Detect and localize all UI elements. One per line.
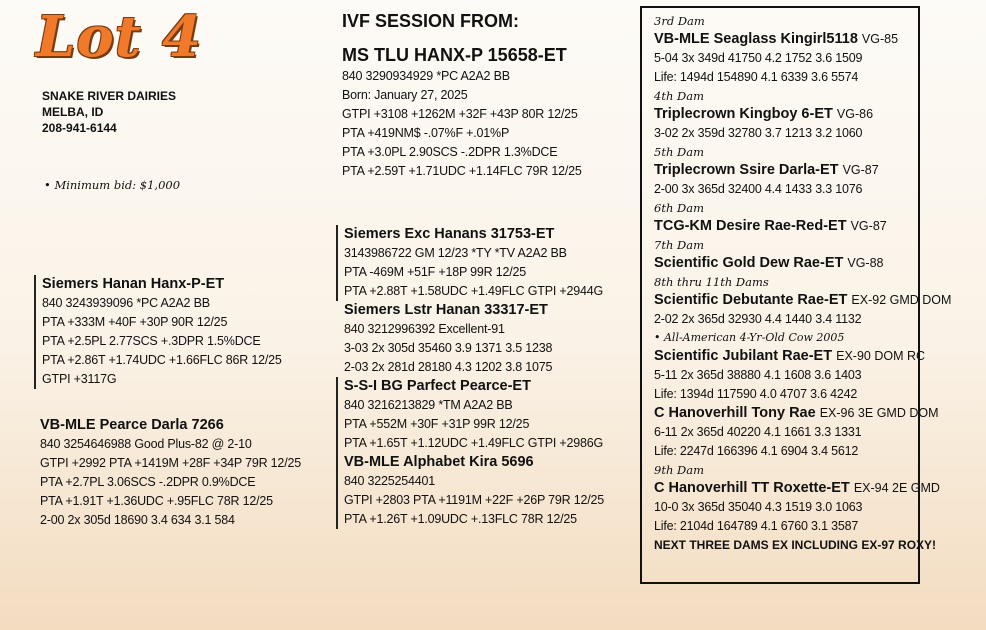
maternal-grandsire-line: PTA +1.65T +1.12UDC +1.49FLC GTPI +2986G (344, 436, 604, 450)
classification: EX-94 2E GMD (853, 481, 940, 495)
dam-name: Triplecrown Kingboy 6-ET (654, 106, 833, 122)
sire-side-bracket (336, 225, 636, 301)
record-line: 5-04 3x 349d 41750 4.2 1752 3.6 1509 (654, 51, 863, 65)
classification: VG-85 (861, 32, 899, 46)
classification: EX-90 DOM RC (836, 349, 926, 363)
maternal-granddam-line: PTA +1.26T +1.09UDC +.13FLC 78R 12/25 (344, 512, 577, 526)
grandparents (336, 225, 636, 529)
consignor-info (42, 88, 176, 136)
classification: VG-86 (836, 107, 874, 121)
record-line: Life: 2104d 164789 4.1 6760 3.1 3587 (654, 519, 859, 533)
sire-line: 840 3243939096 *PC A2A2 BB (42, 296, 210, 310)
maternal-granddam-line: GTPI +2803 PTA +1191M +22F +26P 79R 12/25 (344, 493, 605, 507)
dam-generation-label: 5th Dam (654, 145, 704, 159)
record-line: 2-02 2x 365d 32930 4.4 1440 3.4 1132 (654, 312, 862, 326)
dam-name: Scientific Gold Dew Rae-ET (654, 255, 844, 271)
session-line: Born: January 27, 2025 (342, 88, 468, 102)
dam-family-box (640, 6, 952, 584)
record-line: Life: 2247d 166396 4.1 6904 3.4 5612 (654, 444, 859, 458)
record-line: Life: 1494d 154890 4.1 6339 3.6 5574 (654, 70, 859, 84)
session-line: PTA +3.0PL 2.90SCS -.2DPR 1.3%DCE (342, 145, 558, 159)
dam-name: TCG-KM Desire Rae-Red-ET (654, 218, 847, 234)
dam-generation-label: 8th thru 11th Dams (654, 275, 769, 289)
dam-generation-label: 4th Dam (654, 89, 704, 103)
minimum-bid: • Minimum bid: $1,000 (44, 178, 181, 192)
paternal-granddam-line: 3-03 2x 305d 35460 3.9 1371 3.5 1238 (344, 341, 553, 355)
dam-name: Scientific Jubilant Rae-ET (654, 348, 833, 364)
sire-block (34, 275, 342, 389)
session-heading: IVF SESSION FROM: (342, 11, 520, 31)
record-line: 10-0 3x 365d 35040 4.3 1519 3.0 1063 (654, 500, 863, 514)
sire-line: GTPI +3117G (42, 372, 117, 386)
paternal-grandsire-line: 3143986722 GM 12/23 *TY *TV A2A2 BB (344, 246, 567, 260)
dam-name: Triplecrown Ssire Darla-ET (654, 162, 839, 178)
maternal-grandsire-line: PTA +552M +30F +31P 99R 12/25 (344, 417, 530, 431)
session-animal-name: MS TLU HANX-P 15658-ET (342, 45, 567, 65)
paternal-grandsire-line: PTA -469M +51F +18P 99R 12/25 (344, 265, 527, 279)
farm-name: SNAKE RIVER DAIRIES (42, 89, 177, 103)
closing-note: NEXT THREE DAMS EX INCLUDING EX-97 ROXY! (654, 538, 937, 552)
session-line: PTA +419NM$ -.07%F +.01%P (342, 126, 510, 140)
sire-line: PTA +2.86T +1.74UDC +1.66FLC 86R 12/25 (42, 353, 282, 367)
dam-line: PTA +1.91T +1.36UDC +.95FLC 78R 12/25 (40, 494, 273, 508)
dam-generation-label: 7th Dam (654, 238, 704, 252)
dam-generation-label: 9th Dam (654, 463, 704, 477)
paternal-grandsire-name: Siemers Exc Hanans 31753-ET (344, 226, 555, 242)
paternal-grandsire-line: PTA +2.88T +1.58UDC +1.49FLC GTPI +2944G (344, 284, 604, 298)
session-line: 840 3290934929 *PC A2A2 BB (342, 69, 510, 83)
session-block (342, 67, 632, 181)
maternal-grandsire-name: S-S-I BG Parfect Pearce-ET (344, 378, 531, 394)
dam-name: C Hanoverhill TT Roxette-ET (654, 480, 850, 496)
classification: EX-92 GMD DOM (851, 293, 952, 307)
farm-phone[interactable]: 208-941-6144 (42, 121, 117, 135)
dam-side-bracket (336, 377, 636, 529)
session-line: GTPI +3108 +1262M +32F +43P 80R 12/25 (342, 107, 578, 121)
dam-name: VB-MLE Pearce Darla 7266 (40, 417, 224, 433)
lot-title: Lot 4 (36, 4, 203, 70)
session-line: PTA +2.59T +1.71UDC +1.14FLC 79R 12/25 (342, 164, 582, 178)
award-note: • All-American 4-Yr-Old Cow 2005 (654, 331, 845, 344)
classification: VG-87 (842, 163, 879, 177)
record-line: 2-00 3x 365d 32400 4.4 1433 3.3 1076 (654, 182, 863, 196)
dam-name: Scientific Debutante Rae-ET (654, 292, 848, 308)
sire-line: PTA +333M +40F +30P 90R 12/25 (42, 315, 228, 329)
dam-line: 840 3254646988 Good Plus-82 @ 2-10 (40, 437, 252, 451)
paternal-granddam-name: Siemers Lstr Hanan 33317-ET (344, 302, 548, 318)
record-line: Life: 1394d 117590 4.0 4707 3.6 4242 (654, 387, 858, 401)
record-line: 3-02 2x 359d 32780 3.7 1213 3.2 1060 (654, 126, 863, 140)
farm-location: MELBA, ID (42, 105, 104, 119)
paternal-granddam-line: 2-03 2x 281d 28180 4.3 1202 3.8 1075 (344, 360, 553, 374)
dam-line: GTPI +2992 PTA +1419M +28F +34P 79R 12/25 (40, 456, 301, 470)
paternal-granddam-line: 840 3212996392 Excellent-91 (344, 322, 505, 336)
dam-name: VB-MLE Seaglass Kingirl5118 (654, 31, 858, 47)
maternal-granddam-name: VB-MLE Alphabet Kira 5696 (344, 454, 534, 470)
dam-generation-label: 3rd Dam (654, 14, 705, 28)
dam-line: 2-00 2x 305d 18690 3.4 634 3.1 584 (40, 513, 235, 527)
dam-name: C Hanoverhill Tony Rae (654, 405, 816, 421)
sire-line: PTA +2.5PL 2.77SCS +.3DPR 1.5%DCE (42, 334, 261, 348)
dam-line: PTA +2.7PL 3.06SCS -.2DPR 0.9%DCE (40, 475, 256, 489)
classification: VG-88 (847, 256, 884, 270)
paternal-granddam (336, 301, 636, 377)
sire-name: Siemers Hanan Hanx-P-ET (42, 276, 225, 292)
maternal-granddam-line: 840 3225254401 (344, 474, 436, 488)
maternal-grandsire-line: 840 3216213829 *TM A2A2 BB (344, 398, 513, 412)
record-line: 5-11 2x 365d 38880 4.1 1608 3.6 1403 (654, 368, 862, 382)
dam-block (40, 416, 340, 530)
classification: EX-96 3E GMD DOM (819, 406, 939, 420)
classification: VG-87 (850, 219, 887, 233)
record-line: 6-11 2x 365d 40220 4.1 1661 3.3 1331 (654, 425, 862, 439)
dam-generation-label: 6th Dam (654, 201, 704, 215)
